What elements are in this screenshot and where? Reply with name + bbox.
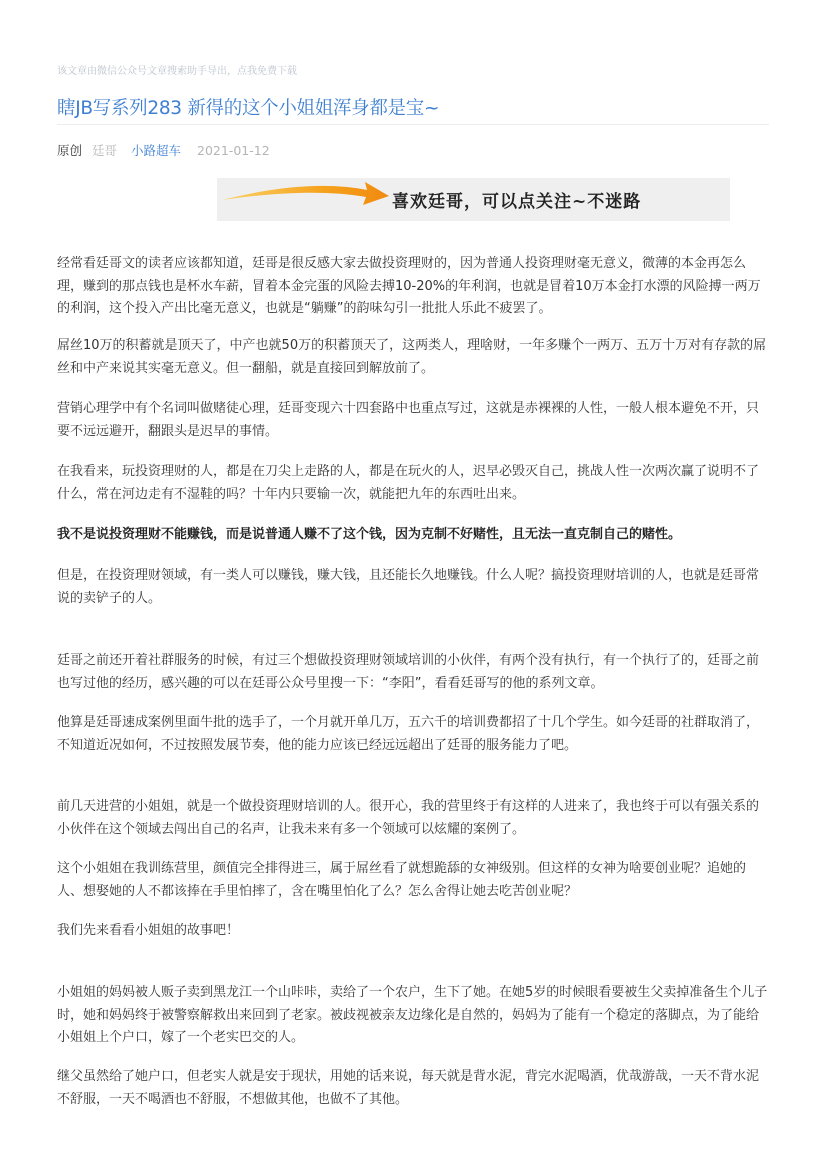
- author-name: 廷哥: [92, 143, 118, 158]
- paragraph-12: 小姐姐的妈妈被人贩子卖到黑龙江一个山咔咔，卖给了一个农户，生下了她。在她5岁的时候眼看要被生父卖掉准备生个儿子时，她和妈妈终于被警察解救出来回到了老家。被歧视被亲友边缘化是自然的，妈妈为了能有一个稳定的落脚点，为了能给小姐姐上个户口，嫁了一个老实巴交的人。: [57, 985, 768, 1045]
- paragraph-9: 前几天进营的小姐姐，就是一个做投资理财培训的人。很开心，我的营里终于有这样的人进来了，我也终于可以有强关系的小伙伴在这个领域去闯出自己的名声，让我未来有多一个领域可以炫耀的案例了。: [57, 799, 760, 837]
- paragraph-8: 他算是廷哥速成案例里面牛批的选手了，一个月就开单几万，五六千的培训费都招了十几个学生。如今廷哥的社群取消了，不知道近况如何，不过按照发展节奏，他的能力应该已经远远超出了廷哥的服务能力了吧。: [57, 715, 760, 753]
- export-notice-link[interactable]: 该文章由微信公众号文章搜索助手导出，点我免费下载: [57, 66, 297, 77]
- banner-text: 喜欢廷哥，可以点关注~不迷路: [392, 192, 642, 212]
- article-title: 瞎JB写系列283 新得的这个小姐姐浑身都是宝~: [57, 98, 440, 119]
- paragraph-2: 屌丝10万的积蓄就是顶天了，中产也就50万的积蓄顶天了，这两类人，理啥财，一年多赚个一两万、五万十万对有存款的屌丝和中产来说其实毫无意义。但一翻船，就是直接回到解放前了。: [57, 338, 767, 376]
- original-tag: 原创: [57, 143, 83, 158]
- title-divider: [57, 124, 769, 125]
- paragraph-11: 我们先来看看小姐姐的故事吧！: [57, 923, 240, 938]
- follow-banner: [217, 178, 730, 221]
- paragraph-5-emphasis: 我不是说投资理财不能赚钱，而是说普通人赚不了这个钱，因为克制不好赌性，且无法一直克制自己的赌性。: [57, 527, 682, 542]
- paragraph-10: 这个小姐姐在我训练营里，颜值完全排得进三，属于屌丝看了就想跪舔的女神级别。但这样的女神为啥要创业呢？追她的人、想娶她的人不都该捧在手里怕摔了，含在嘴里怕化了么？怎么舍得让她去吃苦创业呢？: [57, 861, 747, 899]
- paragraph-7: 廷哥之前还开着社群服务的时候，有过三个想做投资理财领域培训的小伙伴，有两个没有执行，有一个执行了的，廷哥之前也写过他的经历，感兴趣的可以在廷哥公众号里搜一下：“李阳”，看看廷哥写的他的系列文章。: [57, 653, 760, 691]
- account-link[interactable]: 小路超车: [131, 143, 182, 158]
- paragraph-3: 营销心理学中有个名词叫做赌徒心理，廷哥变现六十四套路中也重点写过，这就是赤裸裸的人性，一般人根本避免不开，只要不远远避开，翻跟头是迟早的事情。: [57, 401, 760, 439]
- paragraph-13: 继父虽然给了她户口，但老实人就是安于现状，用她的话来说，每天就是背水泥，背完水泥喝酒，优哉游哉，一天不背水泥不舒服，一天不喝酒也不舒服，不想做其他，也做不了其他。: [57, 1069, 760, 1107]
- article-meta: [57, 141, 270, 159]
- paragraph-4: 在我看来，玩投资理财的人，都是在刀尖上走路的人，都是在玩火的人，迟早必毁灭自己，挑战人性一次两次赢了说明不了什么，常在河边走有不湿鞋的吗？十年内只要输一次，就能把九年的东西吐出来。: [57, 464, 760, 502]
- publish-date: 2021-01-12: [197, 143, 270, 158]
- paragraph-6: 但是，在投资理财领域，有一类人可以赚钱，赚大钱，且还能长久地赚钱。什么人呢？搞投资理财培训的人，也就是廷哥常说的卖铲子的人。: [57, 568, 760, 606]
- paragraph-1: 经常看廷哥文的读者应该都知道，廷哥是很反感大家去做投资理财的，因为普通人投资理财毫无意义，微薄的本金再怎么理，赚到的那点钱也是杯水车薪，冒着本金完蛋的风险去搏10-20%的年利润，也就是冒着10万本金打水漂的风险搏一两万的利润，这个投入产出比毫无意义，也就是“躺赚”的韵味勾引一批批人乐此不疲罢了。: [57, 256, 761, 316]
